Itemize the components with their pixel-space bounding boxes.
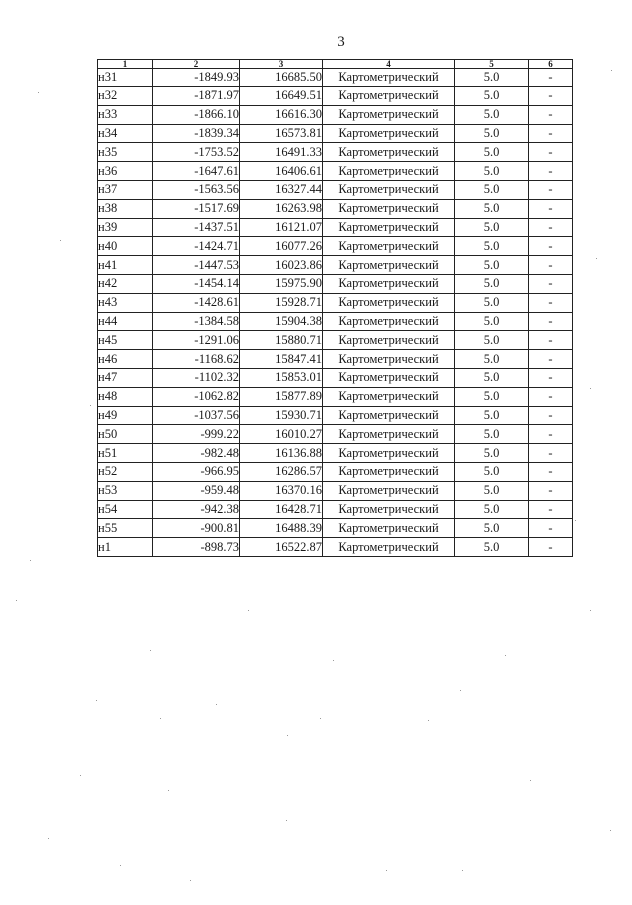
point-name-cell: н45 (98, 331, 153, 350)
x-coordinate-cell: -1839.34 (153, 124, 240, 143)
accuracy-cell: 5.0 (455, 500, 529, 519)
y-coordinate-cell: 16286.57 (240, 462, 323, 481)
note-cell: - (529, 519, 573, 538)
point-name-cell: н51 (98, 444, 153, 463)
x-coordinate-cell: -1454.14 (153, 274, 240, 293)
y-coordinate-cell: 16136.88 (240, 444, 323, 463)
method-cell: Картометрический (323, 124, 455, 143)
table-row (98, 368, 573, 387)
accuracy-cell: 5.0 (455, 124, 529, 143)
point-name-cell: н40 (98, 237, 153, 256)
y-coordinate-cell: 16121.07 (240, 218, 323, 237)
x-coordinate-cell: -1062.82 (153, 387, 240, 406)
method-cell: Картометрический (323, 538, 455, 557)
note-cell: - (529, 312, 573, 331)
method-cell: Картометрический (323, 350, 455, 369)
table-row (98, 218, 573, 237)
y-coordinate-cell: 15877.89 (240, 387, 323, 406)
method-cell: Картометрический (323, 500, 455, 519)
note-cell: - (529, 500, 573, 519)
accuracy-cell: 5.0 (455, 444, 529, 463)
accuracy-cell: 5.0 (455, 237, 529, 256)
point-name-cell: н46 (98, 350, 153, 369)
x-coordinate-cell: -942.38 (153, 500, 240, 519)
accuracy-cell: 5.0 (455, 538, 529, 557)
method-cell: Картометрический (323, 519, 455, 538)
x-coordinate-cell: -966.95 (153, 462, 240, 481)
column-header-5: 5 (455, 60, 529, 69)
method-cell: Картометрический (323, 406, 455, 425)
x-coordinate-cell: -982.48 (153, 444, 240, 463)
point-name-cell: н54 (98, 500, 153, 519)
point-name-cell: н38 (98, 199, 153, 218)
method-cell: Картометрический (323, 143, 455, 162)
y-coordinate-cell: 16649.51 (240, 87, 323, 106)
table-row (98, 387, 573, 406)
x-coordinate-cell: -1447.53 (153, 256, 240, 275)
point-name-cell: н32 (98, 87, 153, 106)
column-header-2: 2 (153, 60, 240, 69)
point-name-cell: н53 (98, 481, 153, 500)
accuracy-cell: 5.0 (455, 425, 529, 444)
y-coordinate-cell: 15904.38 (240, 312, 323, 331)
table-row (98, 425, 573, 444)
note-cell: - (529, 444, 573, 463)
accuracy-cell: 5.0 (455, 312, 529, 331)
note-cell: - (529, 218, 573, 237)
x-coordinate-cell: -1871.97 (153, 87, 240, 106)
method-cell: Картометрический (323, 462, 455, 481)
x-coordinate-cell: -1753.52 (153, 143, 240, 162)
x-coordinate-cell: -1168.62 (153, 350, 240, 369)
table-row (98, 406, 573, 425)
table-row (98, 462, 573, 481)
point-name-cell: н33 (98, 105, 153, 124)
point-name-cell: н52 (98, 462, 153, 481)
y-coordinate-cell: 16370.16 (240, 481, 323, 500)
table-row (98, 124, 573, 143)
accuracy-cell: 5.0 (455, 143, 529, 162)
y-coordinate-cell: 15928.71 (240, 293, 323, 312)
point-name-cell: н39 (98, 218, 153, 237)
x-coordinate-cell: -1291.06 (153, 331, 240, 350)
note-cell: - (529, 350, 573, 369)
y-coordinate-cell: 16077.26 (240, 237, 323, 256)
note-cell: - (529, 368, 573, 387)
note-cell: - (529, 425, 573, 444)
column-header-6: 6 (529, 60, 573, 69)
y-coordinate-cell: 16327.44 (240, 180, 323, 199)
note-cell: - (529, 331, 573, 350)
column-header-3: 3 (240, 60, 323, 69)
accuracy-cell: 5.0 (455, 274, 529, 293)
y-coordinate-cell: 15930.71 (240, 406, 323, 425)
x-coordinate-cell: -1102.32 (153, 368, 240, 387)
method-cell: Картометрический (323, 387, 455, 406)
method-cell: Картометрический (323, 237, 455, 256)
point-name-cell: н1 (98, 538, 153, 557)
accuracy-cell: 5.0 (455, 368, 529, 387)
accuracy-cell: 5.0 (455, 87, 529, 106)
x-coordinate-cell: -1384.58 (153, 312, 240, 331)
point-name-cell: н31 (98, 69, 153, 87)
x-coordinate-cell: -1037.56 (153, 406, 240, 425)
table-row (98, 519, 573, 538)
accuracy-cell: 5.0 (455, 331, 529, 350)
table-row (98, 312, 573, 331)
method-cell: Картометрический (323, 312, 455, 331)
y-coordinate-cell: 15847.41 (240, 350, 323, 369)
table-row (98, 256, 573, 275)
note-cell: - (529, 406, 573, 425)
y-coordinate-cell: 16491.33 (240, 143, 323, 162)
method-cell: Картометрический (323, 105, 455, 124)
table-row (98, 180, 573, 199)
table-row (98, 444, 573, 463)
accuracy-cell: 5.0 (455, 69, 529, 87)
y-coordinate-cell: 16573.81 (240, 124, 323, 143)
point-name-cell: н35 (98, 143, 153, 162)
table-row (98, 87, 573, 106)
note-cell: - (529, 237, 573, 256)
method-cell: Картометрический (323, 180, 455, 199)
x-coordinate-cell: -1647.61 (153, 162, 240, 181)
note-cell: - (529, 481, 573, 500)
method-cell: Картометрический (323, 444, 455, 463)
x-coordinate-cell: -959.48 (153, 481, 240, 500)
x-coordinate-cell: -999.22 (153, 425, 240, 444)
y-coordinate-cell: 16522.87 (240, 538, 323, 557)
y-coordinate-cell: 16685.50 (240, 69, 323, 87)
accuracy-cell: 5.0 (455, 105, 529, 124)
note-cell: - (529, 69, 573, 87)
note-cell: - (529, 199, 573, 218)
point-name-cell: н36 (98, 162, 153, 181)
table-row (98, 350, 573, 369)
x-coordinate-cell: -1849.93 (153, 69, 240, 87)
note-cell: - (529, 538, 573, 557)
note-cell: - (529, 143, 573, 162)
table-header (98, 60, 573, 69)
point-name-cell: н47 (98, 368, 153, 387)
x-coordinate-cell: -1866.10 (153, 105, 240, 124)
coordinates-table (97, 59, 573, 557)
table-row (98, 331, 573, 350)
point-name-cell: н55 (98, 519, 153, 538)
x-coordinate-cell: -1517.69 (153, 199, 240, 218)
table-row (98, 237, 573, 256)
table-row (98, 500, 573, 519)
method-cell: Картометрический (323, 199, 455, 218)
x-coordinate-cell: -900.81 (153, 519, 240, 538)
table-row (98, 162, 573, 181)
note-cell: - (529, 105, 573, 124)
point-name-cell: н50 (98, 425, 153, 444)
point-name-cell: н49 (98, 406, 153, 425)
point-name-cell: н37 (98, 180, 153, 199)
accuracy-cell: 5.0 (455, 462, 529, 481)
header-row (98, 60, 573, 69)
method-cell: Картометрический (323, 425, 455, 444)
point-name-cell: н34 (98, 124, 153, 143)
note-cell: - (529, 274, 573, 293)
accuracy-cell: 5.0 (455, 481, 529, 500)
accuracy-cell: 5.0 (455, 256, 529, 275)
y-coordinate-cell: 16010.27 (240, 425, 323, 444)
column-header-4: 4 (323, 60, 455, 69)
point-name-cell: н41 (98, 256, 153, 275)
method-cell: Картометрический (323, 331, 455, 350)
x-coordinate-cell: -898.73 (153, 538, 240, 557)
x-coordinate-cell: -1428.61 (153, 293, 240, 312)
table-row (98, 293, 573, 312)
note-cell: - (529, 180, 573, 199)
point-name-cell: н44 (98, 312, 153, 331)
method-cell: Картометрический (323, 162, 455, 181)
method-cell: Картометрический (323, 256, 455, 275)
point-name-cell: н48 (98, 387, 153, 406)
accuracy-cell: 5.0 (455, 519, 529, 538)
y-coordinate-cell: 15975.90 (240, 274, 323, 293)
point-name-cell: н42 (98, 274, 153, 293)
method-cell: Картометрический (323, 368, 455, 387)
note-cell: - (529, 293, 573, 312)
accuracy-cell: 5.0 (455, 387, 529, 406)
y-coordinate-cell: 16428.71 (240, 500, 323, 519)
x-coordinate-cell: -1563.56 (153, 180, 240, 199)
note-cell: - (529, 124, 573, 143)
method-cell: Картометрический (323, 87, 455, 106)
table-row (98, 105, 573, 124)
table-row (98, 143, 573, 162)
y-coordinate-cell: 16023.86 (240, 256, 323, 275)
note-cell: - (529, 87, 573, 106)
accuracy-cell: 5.0 (455, 199, 529, 218)
y-coordinate-cell: 16616.30 (240, 105, 323, 124)
method-cell: Картометрический (323, 218, 455, 237)
method-cell: Картометрический (323, 293, 455, 312)
table-row (98, 481, 573, 500)
table-row (98, 69, 573, 87)
column-header-1: 1 (98, 60, 153, 69)
method-cell: Картометрический (323, 69, 455, 87)
method-cell: Картометрический (323, 481, 455, 500)
table-row (98, 274, 573, 293)
method-cell: Картометрический (323, 274, 455, 293)
accuracy-cell: 5.0 (455, 218, 529, 237)
note-cell: - (529, 162, 573, 181)
accuracy-cell: 5.0 (455, 406, 529, 425)
x-coordinate-cell: -1437.51 (153, 218, 240, 237)
y-coordinate-cell: 16263.98 (240, 199, 323, 218)
table-body (98, 69, 573, 557)
note-cell: - (529, 462, 573, 481)
accuracy-cell: 5.0 (455, 293, 529, 312)
accuracy-cell: 5.0 (455, 350, 529, 369)
page-number: 3 (337, 34, 345, 50)
note-cell: - (529, 387, 573, 406)
x-coordinate-cell: -1424.71 (153, 237, 240, 256)
y-coordinate-cell: 16406.61 (240, 162, 323, 181)
table-row (98, 199, 573, 218)
accuracy-cell: 5.0 (455, 162, 529, 181)
y-coordinate-cell: 15880.71 (240, 331, 323, 350)
point-name-cell: н43 (98, 293, 153, 312)
y-coordinate-cell: 16488.39 (240, 519, 323, 538)
accuracy-cell: 5.0 (455, 180, 529, 199)
note-cell: - (529, 256, 573, 275)
y-coordinate-cell: 15853.01 (240, 368, 323, 387)
table-row (98, 538, 573, 557)
